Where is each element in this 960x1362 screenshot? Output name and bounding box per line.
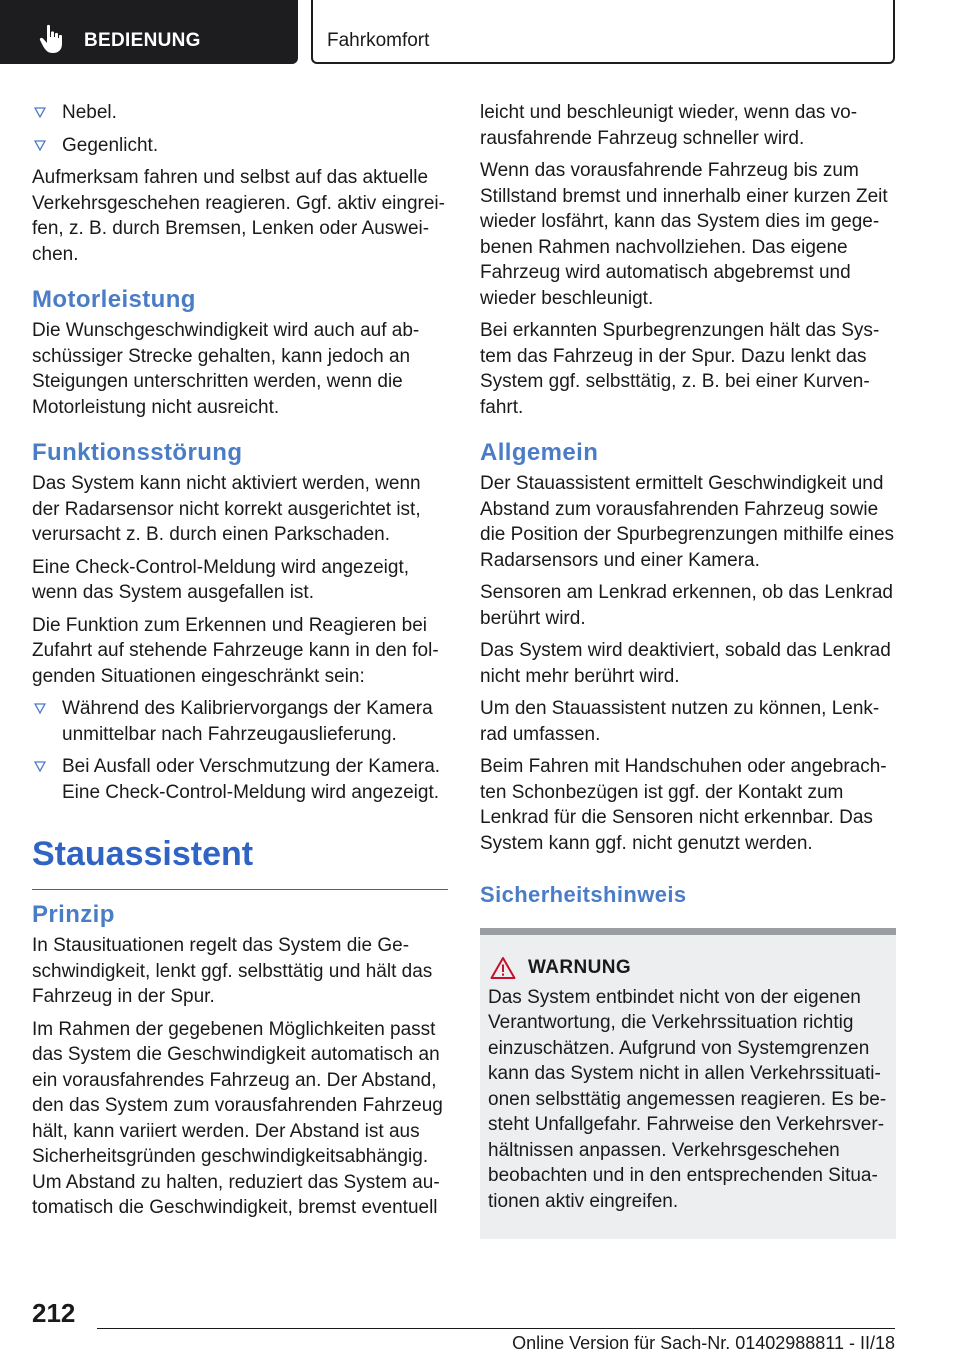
paragraph-general-3: Das System wird deaktiviert, sobald das Lenkrad nicht mehr berührt wird. [480,640,891,687]
paragraph-continuation: leicht und beschleunigt wieder, wenn das vorausfahrende Fahrzeug schneller wird. [480,102,858,149]
paragraph-general-1: Der Stauassistent ermittelt Geschwindigkeit und Abstand zum vorausfahrenden Fahrzeug sowie die Position der Spurbegrenzungen mithilfe eines Radarsensors und einer Kamera. [480,473,895,571]
right-column [480,100,896,1239]
hand-pointer-icon [38,24,66,54]
paragraph-fault-3: Die Funktion zum Erkennen und Reagieren bei Zufahrt auf stehende Fahrzeuge kann in den folgenden Situationen eingeschränkt sein: [32,614,439,687]
list-item-text: Gegenlicht. [62,134,159,156]
footer-version-text: Online Version für Sach-Nr. 01402988811 - II/18 [512,1333,895,1353]
paragraph-general-2: Sensoren am Lenkrad erkennen, ob das Lenkrad berührt wird. [480,582,893,629]
footer-divider [97,1328,895,1329]
list-item-text: Bei Ausfall oder Verschmutzung der Kamera. Eine Check-Control-Meldung wird angezeigt. [62,756,441,803]
paragraph-stop-and-go: Wenn das vorausfahrende Fahrzeug bis zum Stillstand bremst und innerhalb einer kurzen Zeit wieder losfährt, kann das System dies im gegebenen Rahmen nachvollziehen. Das eigene Fahrzeug wird automatisch abgebremst und wieder beschleunigt. [480,160,888,309]
paragraph-prinzip-2: Im Rahmen der gegebenen Möglichkeiten passt das System die Geschwindigkeit automatisch an ein vorausfahrendes Fahrzeug an. Der Abstand, den das System zum vorausfahrenden Fahrzeug hält, kann variiert werden. Der Abstand ist aus Sicherheitsgründen geschwindigkeitsabhängig. Um Abstand zu halten, reduziert das System automatisch die Geschwindigkeit, bremst eventuell [32,1018,443,1218]
paragraph-lane-keeping: Bei erkannten Spurbegrenzungen hält das System das Fahrzeug in der Spur. Dazu lenkt das System ggf. selbsttätig, z. B. bei einer Kurvenfahrt. [480,320,880,418]
paragraph-general-4: Um den Stauassistent nutzen zu können, Lenkrad umfassen. [480,698,880,745]
heading-allgemein: Allgemein [480,439,599,466]
warning-triangle-icon [490,956,516,980]
paragraph-attention: Aufmerksam fahren und selbst auf das aktuelle Verkehrsgeschehen reagieren. Ggf. aktiv eingreifen, z. B. durch Bremsen, Lenken oder Ausweichen. [32,167,445,265]
header-section-label: BEDIENUNG [84,30,201,51]
paragraph-fault-2: Eine Check-Control-Meldung wird angezeigt, wenn das System ausgefallen ist. [32,556,410,603]
header-topic-tab [311,0,895,64]
warning-box [480,928,896,1239]
list-item [32,696,448,747]
section-title-stauassistent: Stauassistent [32,833,448,890]
paragraph-general-5: Beim Fahren mit Handschuhen oder angebrachten Schonbezügen ist ggf. der Kontakt zum Lenkrad für die Sensoren nicht erkennbar. Das System kann ggf. nicht genutzt werden. [480,756,887,854]
left-column [32,100,448,1228]
paragraph-prinzip-1: In Stausituationen regelt das System die Geschwindigkeit, lenkt ggf. selbsttätig und hält das Fahrzeug in der Spur. [32,935,433,1007]
header-topic-label: Fahrkomfort [327,30,430,51]
heading-motorleistung: Motorleistung [32,286,196,313]
header-section-tab [0,0,298,64]
list-item-text: Während des Kalibriervorgangs der Kamera unmittelbar nach Fahrzeugauslieferung. [62,698,433,745]
list-item [32,133,448,159]
list-item [32,100,448,126]
warning-text: Das System entbindet nicht von der eigenen Verantwortung, die Verkehrssituation richtig einzuschätzen. Aufgrund von Systemgrenzen kann das System nicht in allen Verkehrssituationen selbsttätig angemessen reagieren. Es besteht Unfallgefahr. Fahrweise den Verkehrsverhältnissen anpassen. Verkehrsgeschehen beobachten und in den entsprechenden Situationen aktiv eingreifen. [488,986,887,1212]
heading-prinzip: Prinzip [32,901,115,928]
paragraph-fault-1: Das System kann nicht aktiviert werden, wenn der Radarsensor nicht korrekt ausgerichtet ist, verursacht z. B. durch einen Parkschaden. [32,473,421,545]
list-item [32,754,448,805]
page-number: 212 [32,1298,76,1328]
heading-sicherheitshinweis: Sicherheitshinweis [480,882,687,907]
heading-funktionsstoerung: Funktionsstörung [32,439,243,466]
list-item-text: Nebel. [62,102,117,123]
paragraph-motor: Die Wunschgeschwindigkeit wird auch auf abschüssiger Strecke gehalten, kann jedoch an Steigungen unterschritten werden, wenn die Motorleistung nicht ausreicht. [32,320,420,418]
warning-title: WARNUNG [528,957,632,978]
